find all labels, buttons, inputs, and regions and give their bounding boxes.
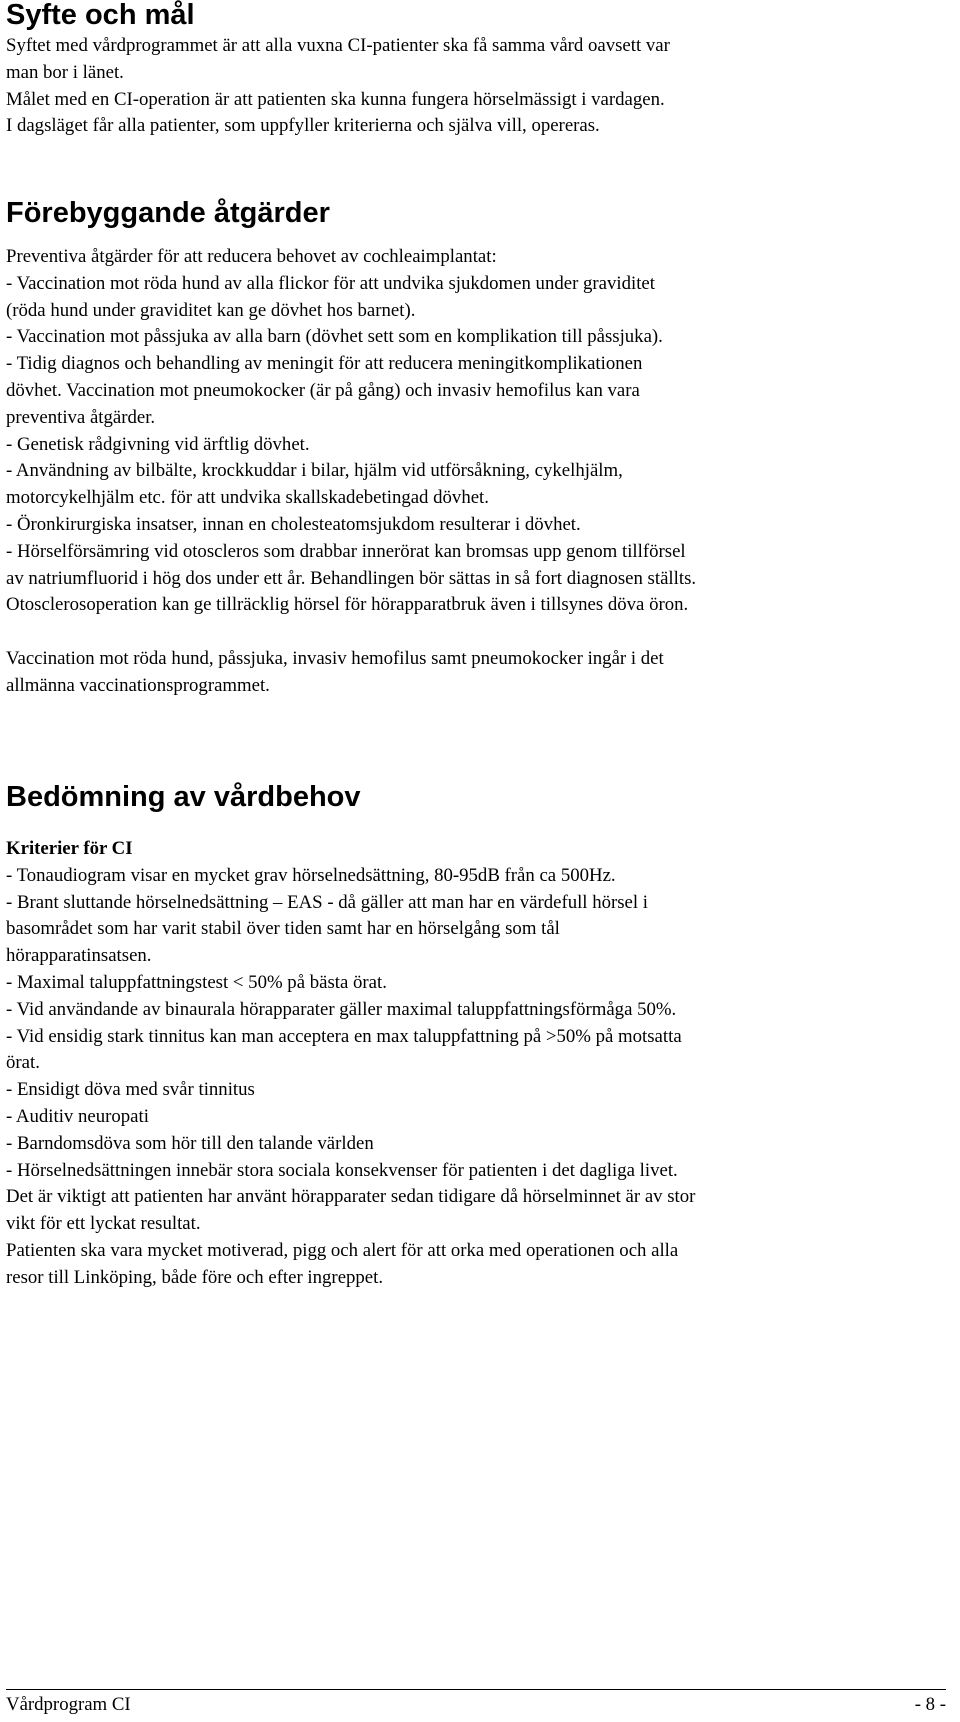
text-line: - Genetisk rådgivning vid ärftlig dövhet.: [6, 433, 310, 455]
section-forebyggande: [6, 196, 696, 700]
text-line: preventiva åtgärder.: [6, 406, 156, 428]
text-line: Otosclerosoperation kan ge tillräcklig hörsel för hörapparatbruk även i tillsynes döva öron.: [6, 594, 689, 616]
text-line: Det är viktigt att patienten har använt hörapparater sedan tidigare då hörselminnet är av stor: [6, 1186, 696, 1208]
text-line: - Vaccination mot röda hund av alla flickor för att undvika sjukdomen under graviditet: [6, 272, 655, 294]
text-line: Målet med en CI-operation är att patienten ska kunna fungera hörselmässigt i vardagen.: [6, 88, 665, 110]
text-line: Preventiva åtgärder för att reducera behovet av cochleaimplantat:: [6, 246, 497, 267]
text-line: - Vid användande av binaurala hörapparater gäller maximal taluppfattningsförmåga 50%.: [6, 998, 677, 1020]
text-line: - Vaccination mot påssjuka av alla barn (dövhet sett som en komplikation till påssjuka).: [6, 326, 663, 348]
text-line: - Tonaudiogram visar en mycket grav hörselnedsättning, 80-95dB från ca 500Hz.: [6, 864, 616, 886]
footer-document-title: Vårdprogram CI: [6, 1694, 131, 1715]
text-line: - Ensidigt döva med svår tinnitus: [6, 1079, 255, 1101]
text-line: (röda hund under graviditet kan ge dövhet hos barnet).: [6, 299, 416, 321]
text-line: hörapparatinsatsen.: [6, 945, 152, 967]
heading-bedomning-av-vardbehov: Bedömning av vårdbehov: [6, 781, 361, 813]
section-syfte: [6, 0, 670, 140]
text-line: basområdet som har varit stabil över tiden samt har en hörselgång som tål: [6, 918, 560, 940]
text-line: Vaccination mot röda hund, påssjuka, invasiv hemofilus samt pneumokocker ingår i det: [6, 648, 664, 670]
text-line: - Auditiv neuropati: [6, 1105, 149, 1127]
subheading-kriterier-for-ci: Kriterier för CI: [6, 838, 133, 859]
text-line: - Öronkirurgiska insatser, innan en cholesteatomsjukdom resulterar i dövhet.: [6, 513, 581, 535]
text-line: resor till Linköping, både före och efter ingreppet.: [6, 1266, 384, 1288]
text-line: - Vid ensidig stark tinnitus kan man acceptera en max taluppfattning på >50% på motsatta: [6, 1025, 682, 1047]
heading-syfte-och-mal: Syfte och mål: [6, 0, 195, 31]
text-line: vikt för ett lyckat resultat.: [6, 1213, 201, 1235]
text-line: - Tidig diagnos och behandling av meningit för att reducera meningitkomplikationen: [6, 353, 643, 375]
text-line: - Användning av bilbälte, krockkuddar i bilar, hjälm vid utförsåkning, cykelhjälm,: [6, 460, 623, 482]
text-line: dövhet. Vaccination mot pneumokocker (är på gång) och invasiv hemofilus kan vara: [6, 379, 640, 401]
text-line: - Maximal taluppfattningstest < 50% på bästa örat.: [6, 971, 387, 993]
text-line: - Hörselförsämring vid otoscleros som drabbar innerörat kan bromsas upp genom tillförsel: [6, 540, 686, 562]
page-footer: [6, 1690, 946, 1720]
footer-page-number: - 8 -: [914, 1694, 946, 1715]
text-line: Patienten ska vara mycket motiverad, pigg och alert för att orka med operationen och alla: [6, 1239, 679, 1261]
text-line: - Brant sluttande hörselnedsättning – EAS - då gäller att man har en värdefull hörsel i: [6, 891, 649, 913]
text-line: I dagsläget får alla patienter, som uppfyller kriterierna och själva vill, opereras.: [6, 115, 600, 137]
text-line: man bor i länet.: [6, 61, 124, 83]
heading-forebyggande-atgarder: Förebyggande åtgärder: [6, 197, 330, 229]
text-line: - Barndomsdöva som hör till den talande världen: [6, 1132, 374, 1154]
text-line: allmänna vaccinationsprogrammet.: [6, 674, 270, 696]
text-line: motorcykelhjälm etc. för att undvika skallskadebetingad dövhet.: [6, 487, 489, 509]
text-line: av natriumfluorid i hög dos under ett år. Behandlingen bör sättas in så fort diagnosen ställts.: [6, 567, 697, 589]
text-line: Syftet med vårdprogrammet är att alla vuxna CI-patienter ska få samma vård oavsett var: [6, 35, 670, 56]
text-line: - Hörselnedsättningen innebär stora sociala konsekvenser för patienten i det dagliga livet.: [6, 1159, 678, 1181]
section-bedomning: [6, 780, 695, 1292]
text-line: örat.: [6, 1052, 40, 1074]
